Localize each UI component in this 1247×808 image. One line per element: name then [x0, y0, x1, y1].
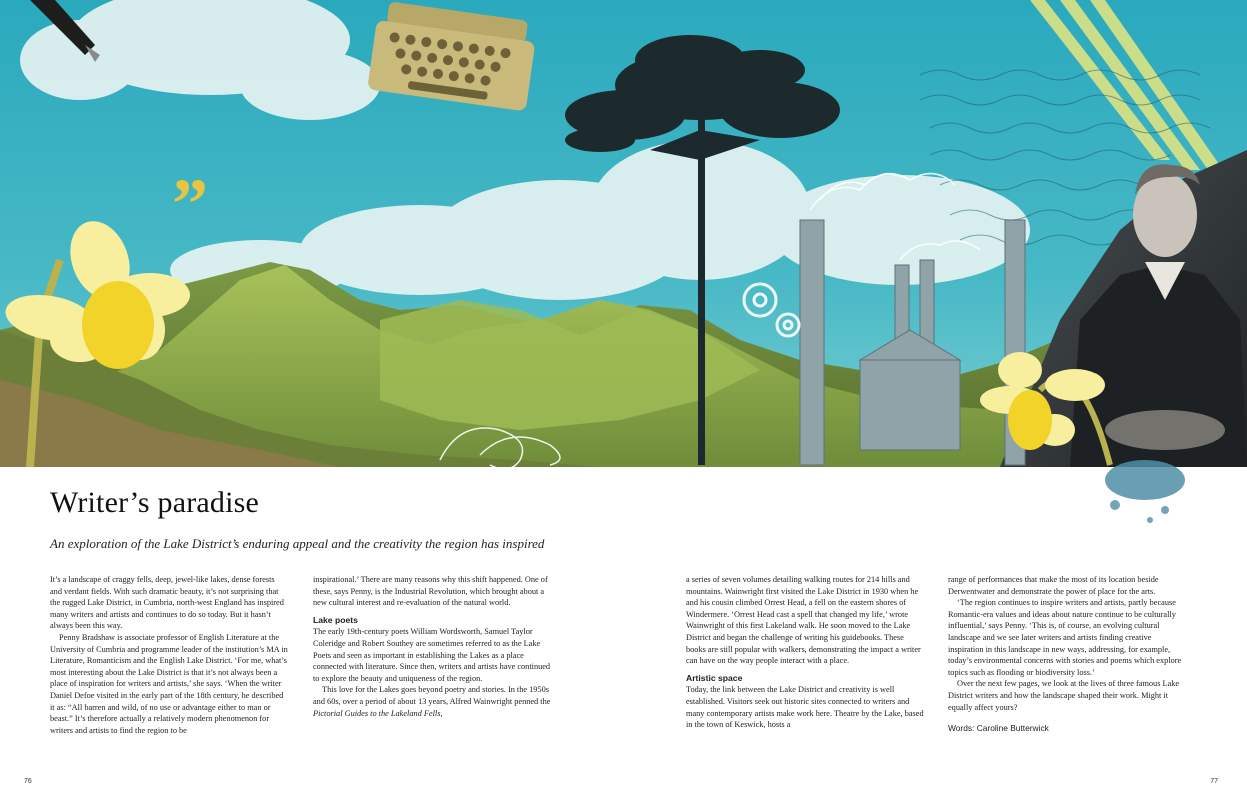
subheading-lake-poets: Lake poets: [313, 614, 358, 625]
body-paragraph: The early 19th-century poets William Wordsworth, Samuel Taylor Coleridge and Robert Southey are sometimes referred to as the Lake Poets and seen as important in establishing the Lakes as a place connected with literature. Since then, writers and artists have continued to explore the beauty and uniqueness of the region.: [313, 627, 551, 683]
standfirst: An exploration of the Lake District’s enduring appeal and the creativity the region has inspired: [50, 536, 545, 551]
text-column-1: [50, 574, 288, 736]
page-number-right: 77: [1210, 778, 1218, 785]
text-column-2: [313, 574, 551, 719]
page-number-left: 76: [24, 778, 32, 785]
punctuation: ,: [440, 708, 443, 718]
body-text: This love for the Lakes goes beyond poetry and stories. In the 1950s and 60s, over a period of about 13 years, Alfred Wainwright penned the: [313, 685, 551, 706]
book-title: Pictorial Guides to the Lakeland Fells: [313, 708, 441, 718]
body-paragraph: range of performances that make the most of its location beside Derwentwater and demonstrate the power of place for the arts.: [948, 575, 1159, 596]
quote-mark-icon: ”: [172, 164, 208, 244]
subheading-artistic-space: Artistic space: [686, 672, 743, 683]
text-column-4: [948, 574, 1186, 735]
body-paragraph: [313, 684, 551, 719]
body-paragraph: It’s a landscape of craggy fells, deep, jewel-like lakes, dense forests and verdant fields. With such dramatic beauty, it’s not surprising that the rugged Lake District, in Cumbria, north-west England has inspired many writers and artists and continues to do so today. But it hasn’t always been this way.: [50, 575, 284, 631]
page-title: Writer’s paradise: [50, 486, 260, 519]
body-paragraph: Penny Bradshaw is associate professor of English Literature at the University of Cumbria and programme leader of the institution’s MA in Literature, Romanticism and the English Lake District. ‘For me, what’s most interesting about the Lake District is that it’s not always been a place of inspiration for writers and artists,’ she says. ‘When the writer Daniel Defoe visited in the early part of the 18th century, he described it as: “All barren and wild, of no use or advantage either to man or beast.” It’s therefore actually a relatively modern phenomenon for writers and artists to find the region to be: [50, 632, 288, 735]
body-paragraph: inspirational.’ There are many reasons why this shift happened. One of these, says Penny, is the Industrial Revolution, which brought about a new cultural interest and re-evaluation of the natural world.: [313, 575, 548, 608]
body-paragraph: a series of seven volumes detailing walking routes for 214 hills and mountains. Wainwright first visited the Lake District in 1930 when he and his cousin climbed Orrest Head, a fell on the eastern shores of Windermere. ‘Orrest Head cast a spell that changed my life,’ wrote Wainwright of this first Lakeland walk. He soon moved to the Lake District and began the challenge of writing his guidebooks. These books are still popular with walkers, demonstrating the impact a writer can have on the way people interact with a place.: [686, 575, 921, 666]
text-column-3: [686, 574, 924, 731]
body-paragraph: ‘The region continues to inspire writers and artists, partly because Romantic-era values and ideas about nature continue to be culturally influential,’ says Penny. ‘This is, of course, an evolving cultural landscape and we see later writers and artists finding creative inspiration in this landscape in new ways, addressing, for example, today’s environmental concerns with stories and poems which explore topics such as flooding or biodiversity loss.’: [948, 598, 1182, 677]
body-paragraph: Over the next few pages, we look at the lives of three famous Lake District writers and how the landscape shaped their work. Might it equally affect yours?: [948, 679, 1180, 712]
ink-splash-icon: [1095, 460, 1195, 530]
body-paragraph: Today, the link between the Lake District and creativity is well established. Visitors seek out historic sites connected to writers and many contemporary artists make work here. Theatre by the Lake, based in the town of Keswick, hosts a: [686, 685, 924, 730]
author-credit: Words: Caroline Butterwick: [948, 723, 1049, 734]
